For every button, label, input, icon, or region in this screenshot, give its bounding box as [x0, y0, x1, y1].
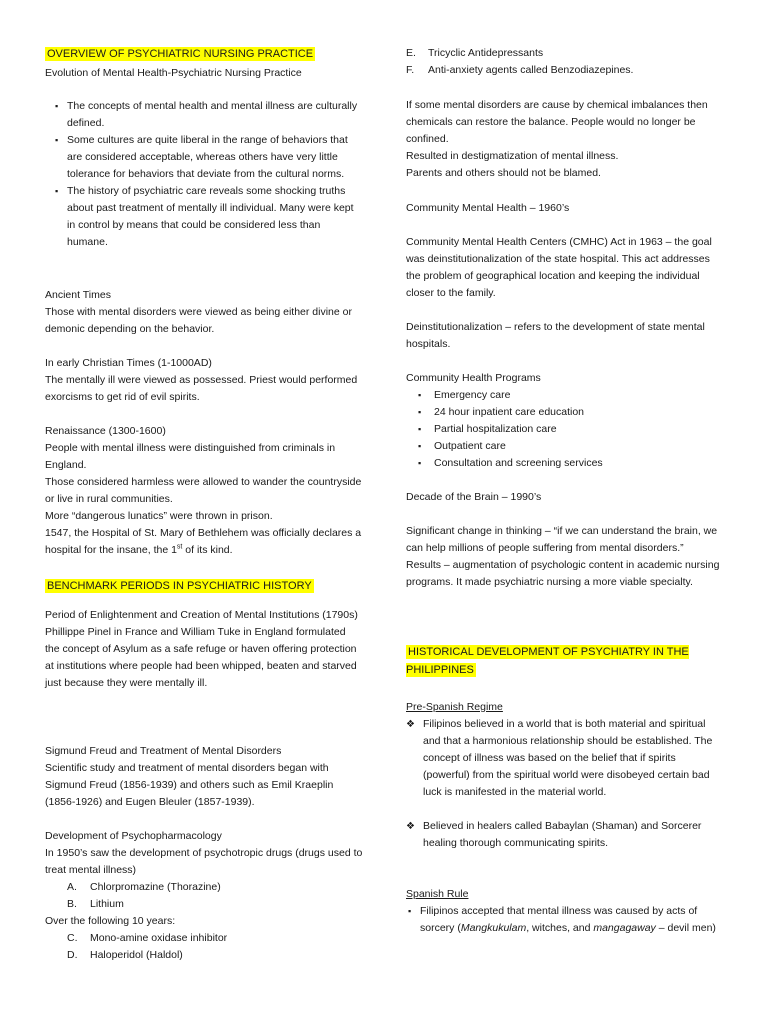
enlightenment-text: Phillippe Pinel in France and William Tuke in England formulated the concept of Asylum as a safe refuge or haven offering protection at institutions where people had been whipped, beaten and starved just because they were mentally ill. — [45, 626, 357, 689]
mangagaway-term: mangagaway — [593, 922, 656, 934]
list-item-text: Lithium — [90, 898, 124, 910]
list-item: ▪ Outpatient care — [406, 438, 724, 455]
pre-spanish-list — [406, 716, 724, 852]
parents-text: Parents and others should not be blamed. — [406, 167, 601, 179]
community-health-programs-heading: Community Health Programs — [406, 372, 541, 384]
destigmatization-text: Resulted in destigmatization of mental illness. — [406, 150, 619, 162]
bethlehem-text: 1547, the Hospital of St. Mary of Bethlehem was officially declares a hospital for the insane, the 1 — [45, 527, 362, 556]
ancient-times-section — [45, 287, 363, 338]
benchmark-title — [45, 579, 314, 594]
christian-times-heading: In early Christian Times (1-1000AD) — [45, 357, 212, 369]
psychopharmacology-section — [45, 828, 363, 964]
list-item — [403, 903, 724, 937]
list-item: ❖ Believed in healers called Babaylan (Shaman) and Sorcerer healing thorough communicating spirits. — [406, 818, 724, 852]
enlightenment-section — [45, 607, 363, 692]
list-item: ▪ The history of psychiatric care reveals some shocking truths about past treatment of mentally ill individual. Many were kept in control by means that could be considered less than humane. — [50, 183, 363, 251]
pre-spanish-heading: Pre-Spanish Regime — [406, 701, 503, 713]
renaissance-heading: Renaissance (1300-1600) — [45, 425, 166, 437]
mangkukulam-term: Mangkukulam — [460, 922, 527, 934]
list-item-text: Tricyclic Antidepressants — [428, 47, 544, 59]
list-item: ❖ Filipinos believed in a world that is both material and spiritual and that a harmonious relationship should be established. The concept of illness was based on the belief that if spirits (powerful) from the spiritual world were disobeyed certain bad luck is manifested in the material world. — [406, 716, 724, 801]
drug-list — [45, 879, 363, 913]
list-item-text: Chlorpromazine (Thorazine) — [90, 881, 221, 893]
renaissance-line: Those considered harmless were allowed to wander the countryside or live in rural communities. — [45, 476, 362, 505]
drug-list-right — [406, 45, 724, 79]
results-text: Results – augmentation of psychologic content in academic nursing programs. It made psychiatric nursing a more viable specialty. — [406, 559, 720, 588]
benchmark-title-text: BENCHMARK PERIODS IN PSYCHIATRIC HISTORY — [47, 580, 312, 592]
overview-title-text: OVERVIEW OF PSYCHIATRIC NURSING PRACTICE — [47, 48, 314, 60]
enlightenment-heading: Period of Enlightenment and Creation of Mental Institutions (1790s) — [45, 609, 358, 621]
list-item — [45, 947, 363, 964]
programs-list — [406, 387, 724, 472]
list-item: ▪ Consultation and screening services — [406, 455, 724, 472]
spanish-rule-heading: Spanish Rule — [406, 888, 469, 900]
evolution-subtitle: Evolution of Mental Health-Psychiatric Nursing Practice — [45, 67, 302, 79]
list-item: ▪ Some cultures are quite liberal in the range of behaviors that are considered acceptable, whereas others have very little tolerance for behaviors that deviate from the cultural norms. — [50, 132, 363, 183]
list-marker: C. — [67, 932, 78, 944]
overview-bullet-list — [50, 98, 363, 251]
pre-spanish-section — [406, 699, 724, 852]
list-marker: F. — [406, 64, 415, 76]
chemical-imbalance-section — [406, 97, 724, 182]
devil-men-text: – devil men) — [655, 922, 716, 934]
deinstitutionalization-text: Deinstitutionalization – refers to the development of state mental hospitals. — [406, 321, 705, 350]
christian-times-text: The mentally ill were viewed as possessed. Priest would performed exorcisms to get rid of evil spirits. — [45, 374, 358, 403]
overview-title — [45, 47, 315, 62]
ancient-times-heading: Ancient Times — [45, 289, 111, 301]
community-health-programs-section — [406, 370, 724, 472]
renaissance-line — [45, 525, 363, 559]
ancient-times-text: Those with mental disorders were viewed as being either divine or demonic depending on the behavior. — [45, 306, 352, 335]
list-item: ▪ 24 hour inpatient care education — [406, 404, 724, 421]
ordinal-superscript: st — [176, 543, 183, 551]
psychopharmacology-text: In 1950’s saw the development of psychotropic drugs (drugs used to treat mental illness) — [45, 847, 363, 876]
chemical-text: If some mental disorders are cause by chemical imbalances then chemicals can restore the balance. People would no longer be confined. — [406, 99, 708, 145]
philippines-title-text: HISTORICAL DEVELOPMENT OF PSYCHIATRY IN THE PHILIPPINES — [406, 646, 689, 676]
list-marker: E. — [406, 47, 416, 59]
freud-text: Scientific study and treatment of mental disorders began with Sigmund Freud (1856-1939) and others such as Emil Kraeplin (1856-1926) and Eugen Bleuler (1857-1939). — [45, 762, 334, 808]
witches-text: , witches, and — [526, 922, 594, 934]
drug-list-continued — [45, 930, 363, 964]
cmhc-act-text: Community Mental Health Centers (CMHC) Act in 1963 – the goal was deinstitutionalization of the state hospital. This act addresses the problem of geographical location and keeping the individual closer to the family. — [406, 236, 712, 299]
list-item: ▪ Emergency care — [406, 387, 724, 404]
list-item: ▪ The concepts of mental health and mental illness are culturally defined. — [50, 98, 363, 132]
bethlehem-text-end: of its kind. — [182, 544, 233, 556]
list-item — [406, 45, 724, 62]
freud-section — [45, 743, 363, 811]
list-item — [45, 879, 363, 896]
spanish-rule-section — [406, 886, 724, 937]
list-item — [45, 896, 363, 913]
brain-text: Significant change in thinking – “if we can understand the brain, we can help millions of people suffering from mental disorders.” — [406, 525, 718, 554]
sorcery-text: Filipinos accepted that mental illness was caused by acts of sorcery ( — [420, 905, 698, 934]
christian-times-section — [45, 355, 363, 406]
freud-heading: Sigmund Freud and Treatment of Mental Disorders — [45, 745, 282, 757]
list-marker: D. — [67, 949, 78, 961]
list-item-text: Anti-anxiety agents called Benzodiazepines. — [428, 64, 634, 76]
list-item-text: Haloperidol (Haldol) — [90, 949, 183, 961]
decade-of-brain-heading: Decade of the Brain – 1990’s — [406, 491, 542, 503]
list-marker: B. — [67, 898, 77, 910]
spanish-rule-list — [403, 903, 724, 937]
renaissance-line: People with mental illness were distinguished from criminals in England. — [45, 442, 336, 471]
list-marker: A. — [67, 881, 77, 893]
list-item — [45, 930, 363, 947]
list-item: ▪ Partial hospitalization care — [406, 421, 724, 438]
list-item-text: Mono-amine oxidase inhibitor — [90, 932, 228, 944]
psychopharmacology-heading: Development of Psychopharmacology — [45, 830, 222, 842]
decade-of-brain-section — [406, 523, 724, 591]
community-mental-health-heading: Community Mental Health – 1960’s — [406, 202, 570, 214]
renaissance-section — [45, 423, 363, 559]
renaissance-line: More “dangerous lunatics” were thrown in prison. — [45, 510, 273, 522]
philippines-title — [406, 643, 706, 679]
following-years-text: Over the following 10 years: — [45, 915, 176, 927]
list-item — [406, 62, 724, 79]
